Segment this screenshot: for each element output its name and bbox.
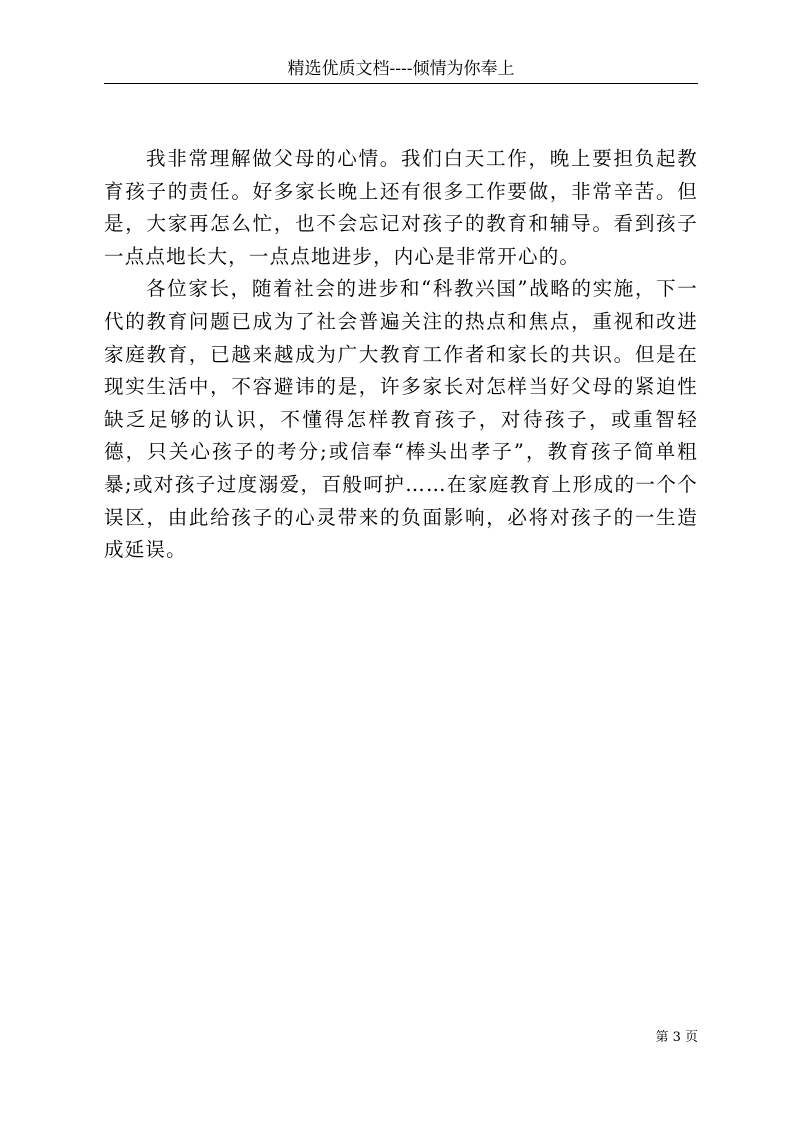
header-divider	[104, 83, 698, 84]
paragraph: 各位家长，随着社会的进步和“科教兴国”战略的实施，下一代的教育问题已成为了社会普遍关注的热点和焦点，重视和改进家庭教育，已越来越成为广大教育工作者和家长的共识。但是在现实生活中，不容避讳的是，许多家长对怎样当好父母的紧迫性缺乏足够的认识，不懂得怎样教育孩子，对待孩子，或重智轻德，只关心孩子的考分;或信奉“棒头出孝子”，教育孩子简单粗暴;或对孩子过度溺爱，百般呵护……在家庭教育上形成的一个个误区，由此给孩子的心灵带来的负面影响，必将对孩子的一生造成延误。	[104, 277, 698, 562]
paragraph: 我非常理解做父母的心情。我们白天工作，晚上要担负起教育孩子的责任。好多家长晚上还有很多工作要做，非常辛苦。但是，大家再怎么忙，也不会忘记对孩子的教育和辅导。看到孩子一点点地长大，一点点地进步，内心是非常开心的。	[104, 147, 698, 268]
document-body	[104, 143, 698, 567]
page-header-title: 精选优质文档----倾情为你奉上	[287, 59, 515, 79]
page-number: 第 3 页	[655, 1030, 698, 1045]
